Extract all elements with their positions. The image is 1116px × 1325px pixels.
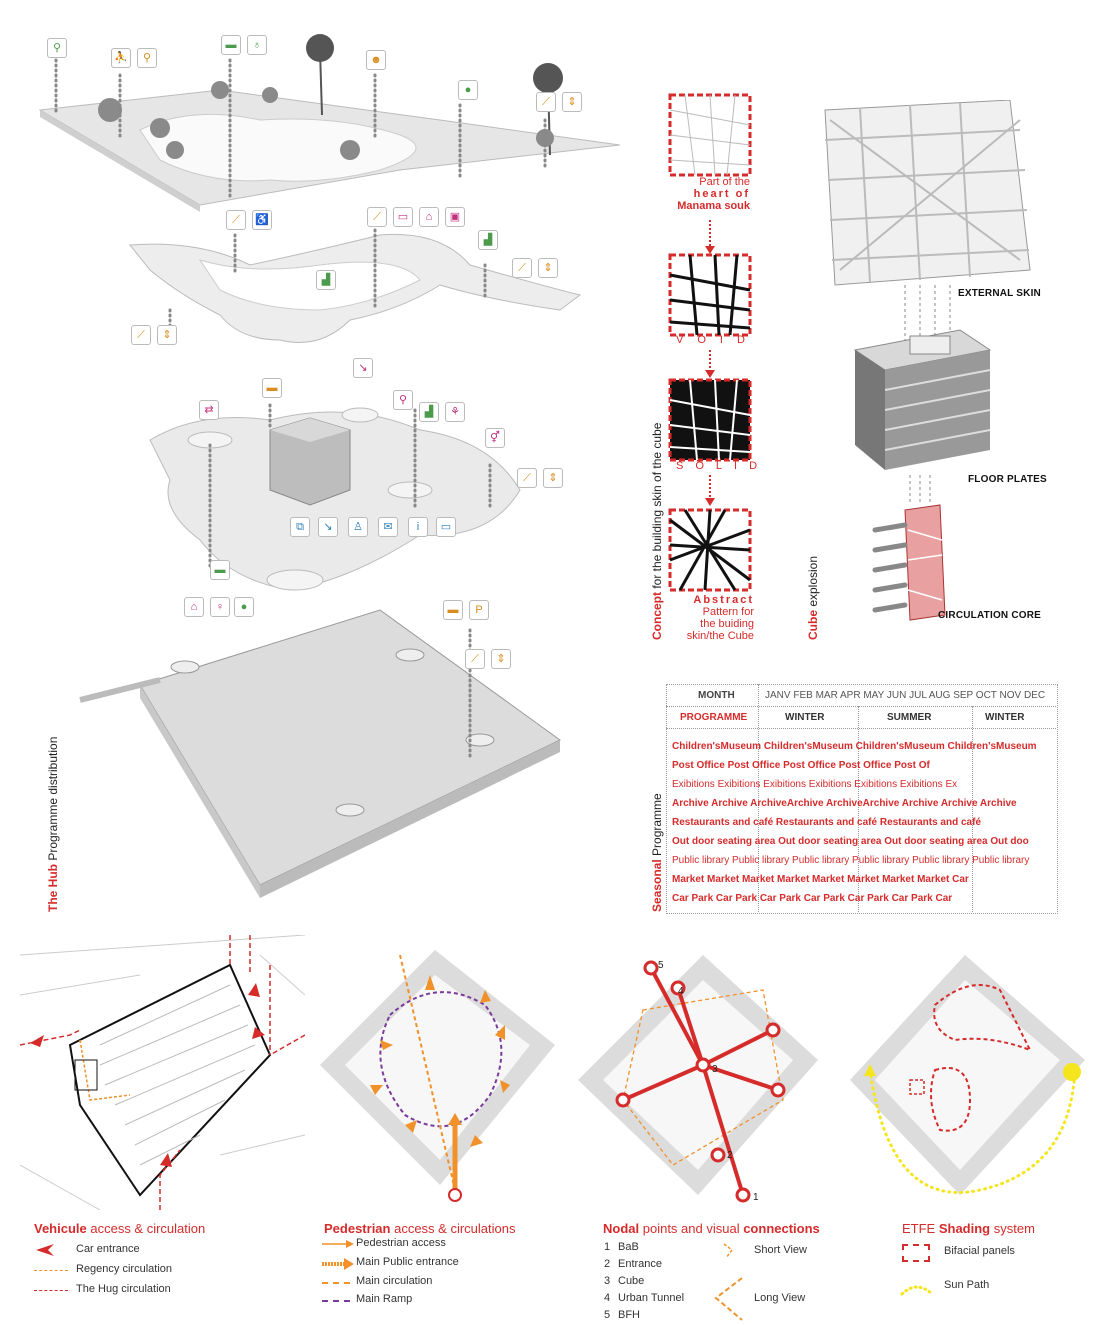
dancing-icon: ♀ bbox=[210, 597, 230, 617]
legend-title-rest: ETFE bbox=[902, 1221, 939, 1236]
slide-icon: ↘ bbox=[353, 358, 373, 378]
hub-title bbox=[46, 737, 60, 912]
escalator-icon: ⟋ bbox=[517, 468, 537, 488]
caption-line: Manama souk bbox=[677, 200, 750, 212]
cube-title bbox=[806, 556, 820, 640]
shrub-icon: ⦁ bbox=[234, 597, 254, 617]
programme-row: Restaurants and café Restaurants and café Restaurants and café bbox=[672, 817, 981, 828]
legend-title-bold: Pedestrian bbox=[324, 1221, 391, 1236]
slide-icon: ↘ bbox=[318, 517, 338, 537]
vehicle-circulation-plan bbox=[20, 935, 305, 1210]
nodal-number: 1 bbox=[604, 1241, 611, 1253]
seasonal-title-red: Seasonal bbox=[650, 859, 664, 912]
car-icon: ▬ bbox=[262, 378, 282, 398]
legend-bifacial-panels: Bifacial panels bbox=[944, 1245, 1015, 1257]
node-label-4: 4 bbox=[678, 986, 684, 997]
season-summer: SUMMER bbox=[887, 712, 932, 723]
bench-icon: ▬ bbox=[221, 35, 241, 55]
season-winter-1: WINTER bbox=[785, 712, 825, 723]
circulation-core-label: CIRCULATION CORE bbox=[938, 610, 1042, 621]
legend-title-bold: Shading bbox=[938, 1221, 991, 1236]
escalator-icon: ⟋ bbox=[131, 325, 151, 345]
legend-entrance: Entrance bbox=[618, 1258, 663, 1270]
etfe-shading-plan bbox=[840, 950, 1105, 1210]
copy-icon: ⧉ bbox=[290, 517, 310, 537]
cube-title-red: Cube bbox=[806, 610, 820, 640]
hub-title-rest: Programme distribution bbox=[46, 736, 60, 864]
gym-icon: ⚘ bbox=[445, 402, 465, 422]
cube-explosion-drawing bbox=[820, 100, 1050, 630]
pedestrian-icon: ⛹ bbox=[111, 48, 131, 68]
cube-title-rest: explosion bbox=[806, 555, 820, 610]
plaza-layer bbox=[150, 408, 520, 590]
caption-line: Part of the bbox=[699, 176, 750, 188]
mail-icon: ✉ bbox=[378, 517, 398, 537]
legend-title-bold: Vehicule bbox=[34, 1221, 87, 1236]
months-row: JANV FEB MAR APR MAY JUN JUL AUG SEP OCT NOV DEC bbox=[765, 690, 1046, 701]
stair-icon: ▟ bbox=[316, 270, 336, 290]
parking-slab-layer bbox=[80, 610, 560, 898]
hug-circulation-symbol bbox=[34, 1290, 68, 1291]
programme-row: Children'sMuseum Children'sMuseum Children'sMuseum Children'sMuseum bbox=[672, 741, 1037, 752]
legend-title-end: system bbox=[990, 1221, 1035, 1236]
legend-main-ramp: Main Ramp bbox=[356, 1293, 413, 1305]
stair-icon: ▟ bbox=[419, 402, 439, 422]
escalator-icon: ⟋ bbox=[465, 649, 485, 669]
node-label-5: 5 bbox=[658, 960, 664, 971]
programme-row: Car Park Car Park Car Park Car Park Car Park Car Park Car bbox=[672, 893, 953, 904]
caption-line: heart of bbox=[693, 188, 750, 200]
swing-icon: ⇄ bbox=[199, 400, 219, 420]
node-label-1: 1 bbox=[753, 1192, 759, 1203]
programme-header-label: PROGRAMME bbox=[680, 712, 748, 723]
shop-icon: ▣ bbox=[445, 207, 465, 227]
programme-row: Out door seating area Out door seating area Out door seating area Out doo bbox=[672, 836, 1029, 847]
void-label: VOID bbox=[676, 334, 759, 346]
wheelchair-icon: ♿ bbox=[252, 210, 272, 230]
seasonal-title-rest: Programme bbox=[650, 793, 664, 860]
museum-icon: ♙ bbox=[348, 517, 368, 537]
programme-row: Post Office Post Office Post Office Post Office Post Of bbox=[672, 760, 930, 771]
caption-line: the buiding bbox=[700, 618, 754, 630]
family-icon: ☻ bbox=[366, 50, 386, 70]
floor-plates-label: FLOOR PLATES bbox=[968, 474, 1047, 485]
legend-bfh: BFH bbox=[618, 1309, 640, 1321]
caption-line: skin/the Cube bbox=[686, 630, 754, 642]
seasonal-title bbox=[650, 793, 664, 912]
playground-icon: ⌂ bbox=[184, 597, 204, 617]
legend-regency-circulation: Regency circulation bbox=[76, 1263, 172, 1275]
regency-circulation-symbol bbox=[34, 1270, 68, 1271]
month-header-label: MONTH bbox=[698, 690, 735, 701]
concept-pattern-sequence bbox=[665, 90, 760, 610]
programme-row: Exibitions Exibitions Exibitions Exibitions Exibitions Exibitions Ex bbox=[672, 779, 958, 790]
legend-title-bold: Nodal bbox=[603, 1221, 640, 1236]
lift-icon: ⇕ bbox=[157, 325, 177, 345]
fountain-icon: ♁ bbox=[247, 35, 267, 55]
stair-icon: ▟ bbox=[478, 230, 498, 250]
concept-caption-heart bbox=[672, 176, 750, 212]
seasonal-programme-list bbox=[672, 737, 1050, 908]
programme-row: Market Market Market Market Market Market Market Market Car bbox=[672, 874, 969, 885]
hub-title-red: The Hub bbox=[46, 864, 60, 912]
solid-label: SOLID bbox=[676, 460, 770, 472]
legend-urban-tunnel: Urban Tunnel bbox=[618, 1292, 685, 1304]
long-view-symbol bbox=[712, 1276, 746, 1322]
abstract-pattern-caption bbox=[672, 594, 754, 642]
programme-row: Public library Public library Public library Public library Public library Public library bbox=[672, 855, 1030, 866]
toilets-icon: ⚥ bbox=[485, 428, 505, 448]
season-winter-2: WINTER bbox=[985, 712, 1025, 723]
traffic-light-icon: ⚲ bbox=[47, 38, 67, 58]
pedestrian-legend-title bbox=[324, 1221, 515, 1236]
computer-icon: ▭ bbox=[436, 517, 456, 537]
legend-title-rest: access & circulations bbox=[390, 1221, 516, 1236]
parking-icon: P bbox=[469, 600, 489, 620]
divider bbox=[666, 706, 1056, 707]
bicycle-icon: ⚲ bbox=[137, 48, 157, 68]
legend-bab: BaB bbox=[618, 1241, 639, 1253]
etfe-legend-title bbox=[902, 1221, 1035, 1236]
restaurant-icon: ⚲ bbox=[393, 390, 413, 410]
legend-cube: Cube bbox=[618, 1275, 645, 1287]
lift-icon: ⇕ bbox=[538, 258, 558, 278]
car-icon: ▬ bbox=[443, 600, 463, 620]
seating-icon: ⟋ bbox=[367, 207, 387, 227]
divider bbox=[666, 728, 1056, 729]
main-entrance-symbol bbox=[322, 1257, 354, 1271]
pedestrian-circulation-plan bbox=[305, 935, 570, 1210]
ramp-layer bbox=[130, 234, 580, 342]
car-entrance-symbol bbox=[36, 1244, 60, 1256]
legend-long-view: Long View bbox=[754, 1292, 806, 1304]
programme-row: Archive Archive ArchiveArchive ArchiveArchive Archive Archive Archive bbox=[672, 798, 1017, 809]
legend-pedestrian-access: Pedestrian access bbox=[356, 1237, 446, 1249]
bench-icon: ▬ bbox=[210, 560, 230, 580]
caption-line: Pattern for bbox=[702, 606, 754, 618]
legend-main-circulation: Main circulation bbox=[356, 1275, 433, 1287]
nodal-number: 4 bbox=[604, 1292, 611, 1304]
concept-title-rest: for the building skin of the cube bbox=[650, 422, 664, 592]
legend-hug-circulation: The Hug circulation bbox=[76, 1283, 171, 1295]
concept-title-red: Concept bbox=[650, 592, 664, 640]
main-ramp-symbol bbox=[322, 1300, 350, 1302]
nodal-legend-title bbox=[603, 1221, 820, 1236]
external-skin-label: EXTERNAL SKIN bbox=[958, 288, 1041, 299]
legend-car-entrance: Car entrance bbox=[76, 1243, 140, 1255]
bifacial-panel-symbol bbox=[902, 1244, 930, 1262]
shrub-icon: ⦁ bbox=[458, 80, 478, 100]
legend-title-rest: access & circulation bbox=[86, 1221, 206, 1236]
nodal-number: 3 bbox=[604, 1275, 611, 1287]
escalator-icon: ⟋ bbox=[536, 92, 556, 112]
cinema-icon: ▭ bbox=[393, 207, 413, 227]
vehicule-legend-title bbox=[34, 1221, 205, 1236]
main-circulation-symbol bbox=[322, 1282, 350, 1284]
sun-path-symbol bbox=[900, 1278, 934, 1298]
playground-icon: ⌂ bbox=[419, 207, 439, 227]
info-icon: i bbox=[408, 517, 428, 537]
legend-title-bold2: connections bbox=[743, 1221, 820, 1236]
nodal-points-plan bbox=[563, 950, 828, 1215]
nodal-number: 5 bbox=[604, 1309, 611, 1321]
concept-title bbox=[650, 423, 664, 640]
legend-sun-path: Sun Path bbox=[944, 1279, 990, 1291]
nodal-number: 2 bbox=[604, 1258, 611, 1270]
ramp-icon: ⟋ bbox=[226, 210, 246, 230]
lift-icon: ⇕ bbox=[491, 649, 511, 669]
lift-icon: ⇕ bbox=[543, 468, 563, 488]
legend-main-public-entrance: Main Public entrance bbox=[356, 1256, 459, 1268]
caption-line: Abstract bbox=[693, 594, 754, 606]
node-label-2: 2 bbox=[727, 1150, 733, 1161]
legend-title-mid: points and visual bbox=[639, 1221, 744, 1236]
pedestrian-access-symbol bbox=[322, 1238, 354, 1250]
node-label-3: 3 bbox=[712, 1064, 718, 1075]
escalator-icon: ⟋ bbox=[512, 258, 532, 278]
legend-short-view: Short View bbox=[754, 1244, 807, 1256]
short-view-symbol bbox=[722, 1242, 742, 1262]
lift-icon: ⇕ bbox=[562, 92, 582, 112]
